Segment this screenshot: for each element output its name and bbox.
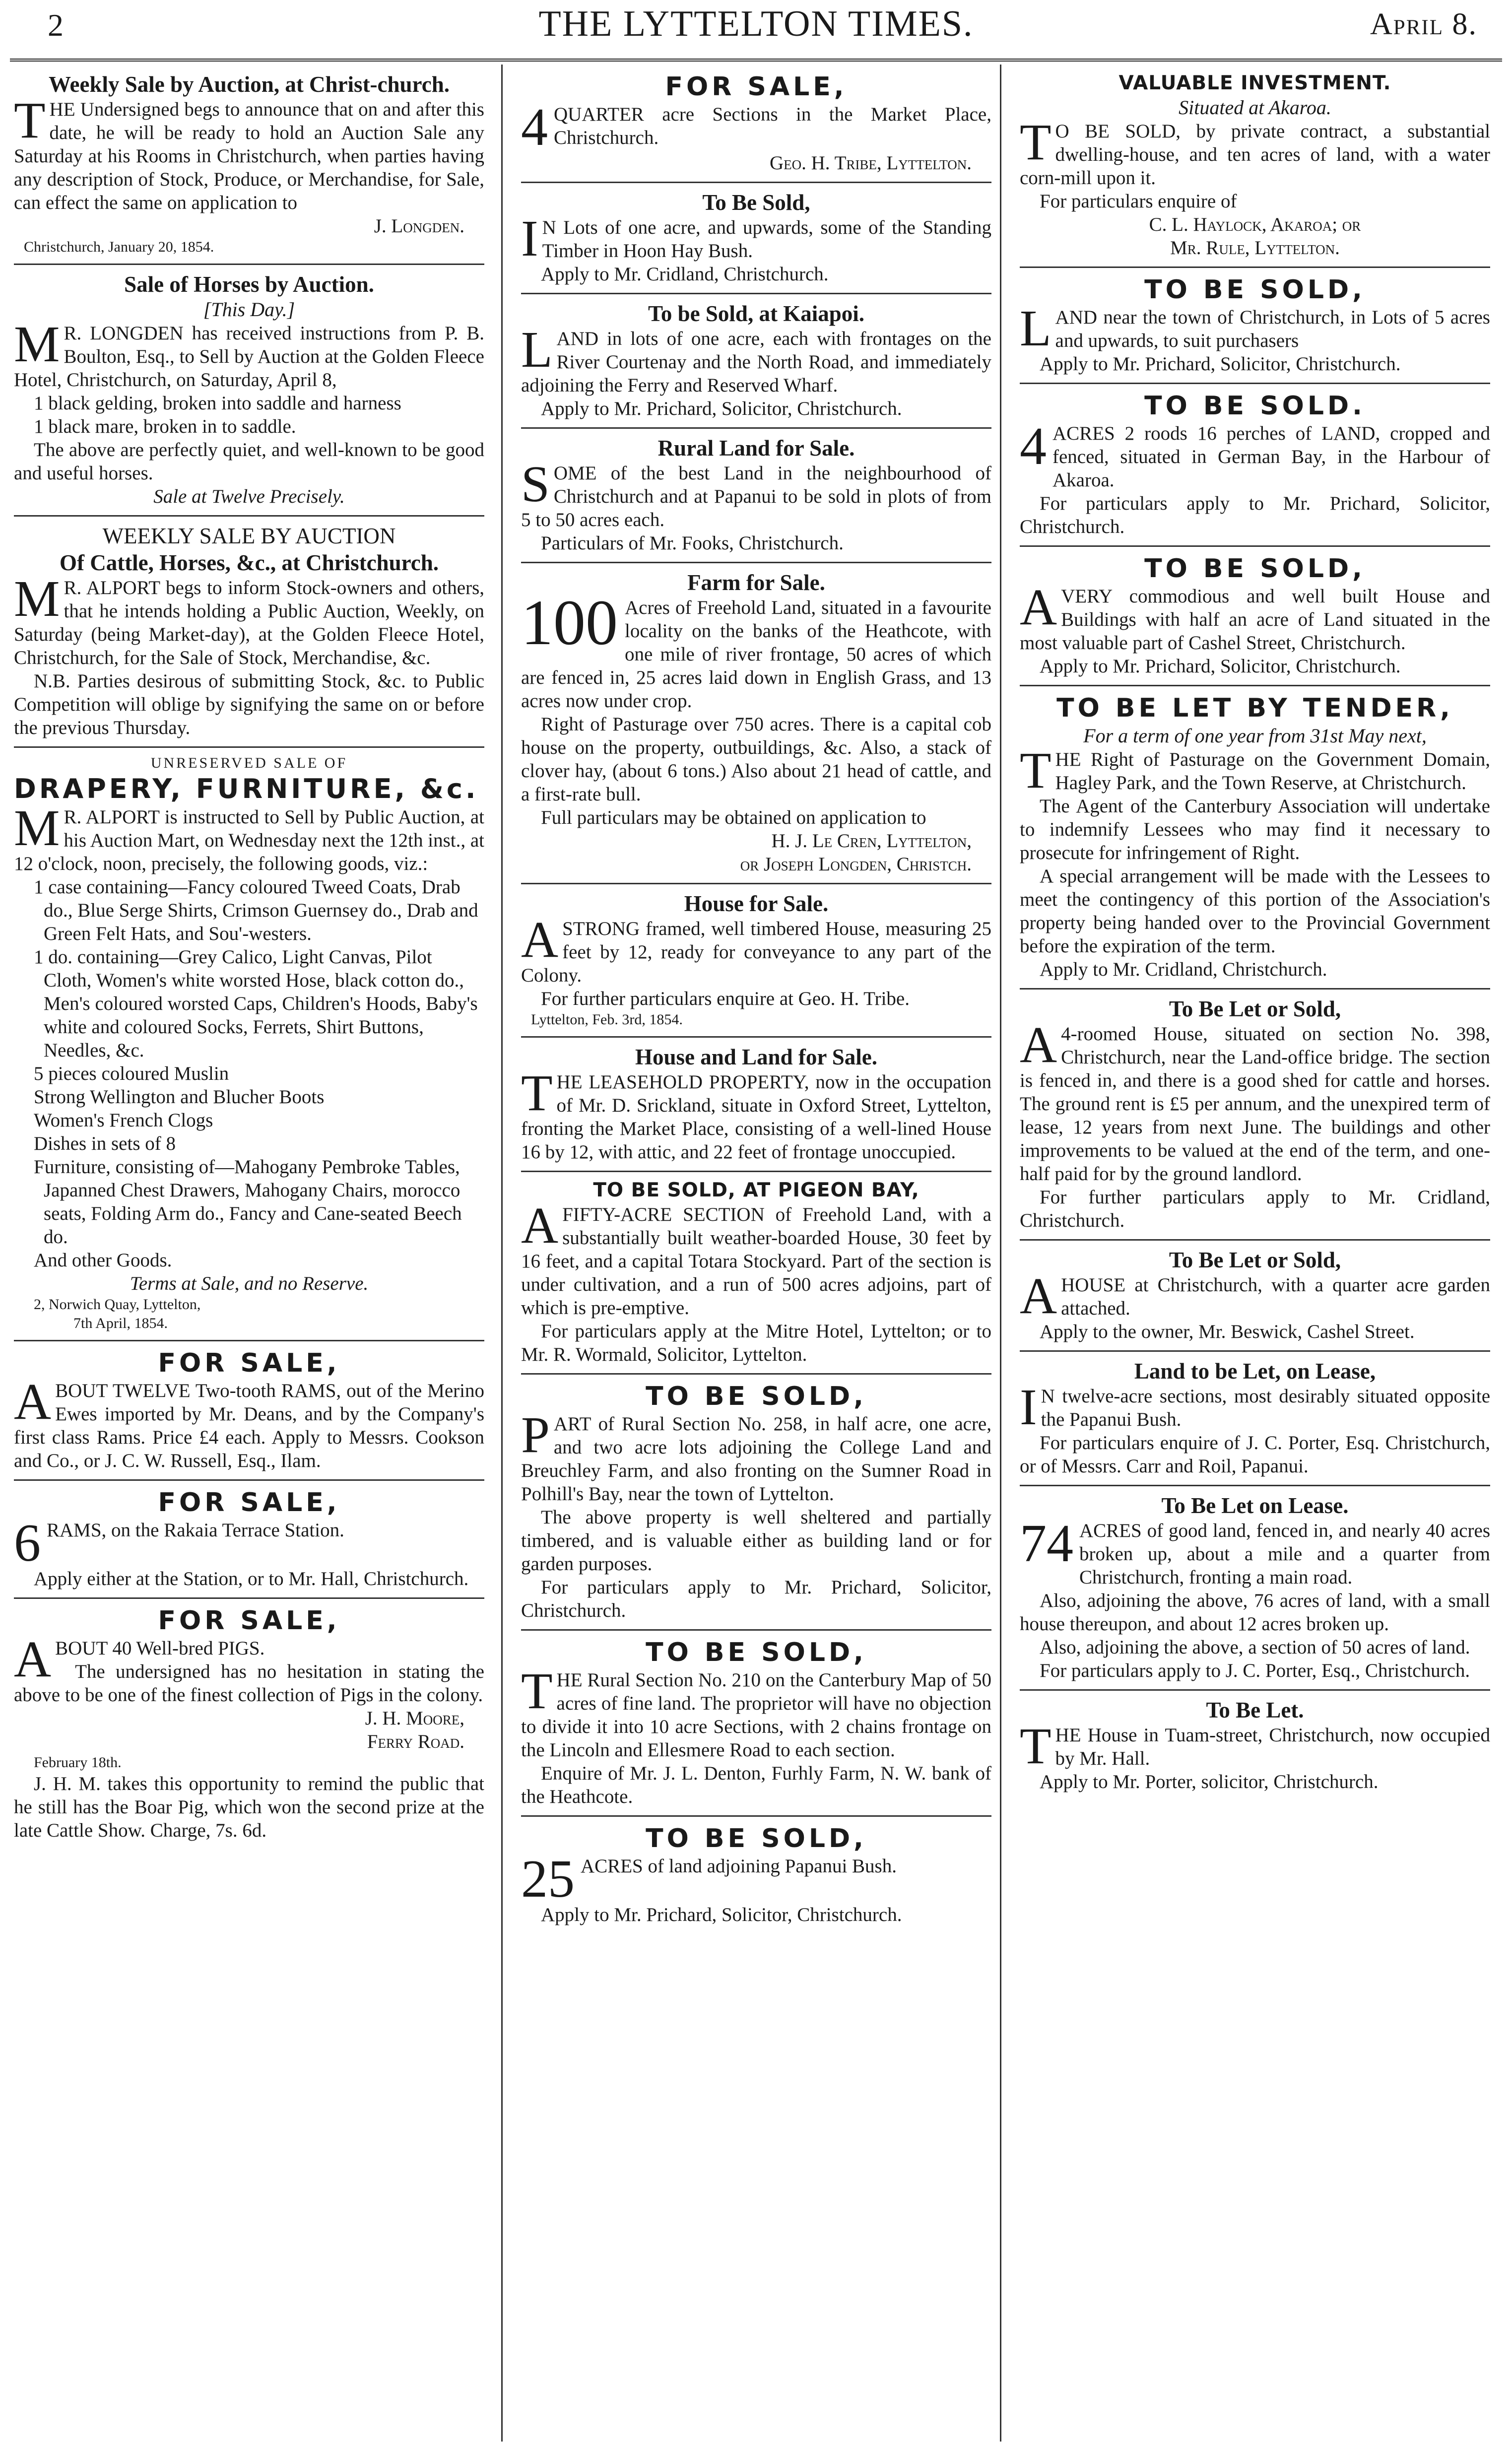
ad-body: MR. ALPORT begs to inform Stock-owners and others, that he intends holding a Public Auction, Weekly, on Saturday (being Market-day), at the Golden Fleece Hotel, Christchurch, for the Sale of Stock, Merchandise, &c. xyxy=(14,570,484,668)
ad-divider xyxy=(14,746,484,748)
ad-apply: For particulars apply to J. C. Porter, Esq., Christchurch. xyxy=(1040,1660,1470,1681)
ad-cashel-street xyxy=(1020,549,1490,683)
ad-body: AHOUSE at Christchurch, with a quarter acre garden attached. xyxy=(1020,1267,1490,1324)
ad-body-continued: A special arrangement will be made with the Lessees to meet the contingency of this portion of the Association's property being handed over to the Provincial Government before the expiration of the term. xyxy=(1020,865,1490,957)
ad-dateline: February 18th. xyxy=(34,1754,122,1771)
ad-divider xyxy=(521,1373,991,1375)
column-2 xyxy=(521,67,991,2439)
ad-body: THE Right of Pasturage on the Government Domain, Hagley Park, and the Town Reserve, at Christchurch. xyxy=(1020,742,1490,799)
ad-drop-number: 25 xyxy=(521,1850,575,1909)
ad-terms: Terms at Sale, and no Reserve. xyxy=(130,1273,369,1294)
ad-near-town xyxy=(1020,270,1490,381)
ad-divider xyxy=(521,1815,991,1817)
ad-body-continued: The undersigned has no hesitation in stating the above to be one of the finest collection of Pigs in the colony. xyxy=(14,1661,484,1706)
ad-body: PART of Rural Section No. 258, in half acre, one acre, and two acre lots adjoining the College Land and Breuchley Farm, and also fronting on the Sumner Road in Polhill's Bay, near the town of Lyttelton. xyxy=(521,1406,991,1505)
ad-apply: For further particulars enquire at Geo. H. Tribe. xyxy=(541,988,910,1009)
ad-note: J. H. M. takes this opportunity to remind the public that he still has the Boar Pig, which won the second prize at the late Cattle Show. Charge, 7s. 6d. xyxy=(14,1773,484,1841)
ad-body-continued: Right of Pasturage over 750 acres. There is a capital cob house on the property, outbuildings, &c. Also, a stack of clover hay, (about 6 tons.) Also about 21 head of cattle, and a first-rate bull. xyxy=(521,714,991,805)
ad-dateline: Lyttelton, Feb. 3rd, 1854. xyxy=(531,1011,683,1028)
ad-drop-number: 100 xyxy=(521,587,618,659)
ad-heading: TO BE SOLD. xyxy=(1144,391,1366,421)
list-item: 1 black mare, broken in to saddle. xyxy=(34,416,296,437)
column-1 xyxy=(14,67,484,2439)
ad-apply: For particulars enquire of J. C. Porter, Esq. Christchurch, or of Messrs. Carr and Roil, Papanui. xyxy=(1020,1432,1490,1477)
ad-closing: Sale at Twelve Precisely. xyxy=(153,486,345,507)
ad-rams-twelve xyxy=(14,1343,484,1477)
ad-body: ASTRONG framed, well timbered House, measuring 25 feet by 12, ready for conveyance to any part of the Colony. xyxy=(521,911,991,986)
ad-divider xyxy=(1020,1485,1490,1486)
ad-divider xyxy=(521,182,991,183)
ad-heading: WEEKLY SALE BY AUCTION xyxy=(102,524,396,548)
ad-kaiapoi xyxy=(521,296,991,425)
ad-body: ACRES of land adjoining Papanui Bush. xyxy=(581,1855,897,1877)
list-item: Women's French Clogs xyxy=(34,1110,213,1131)
ad-body: LAND near the town of Christchurch, in Lots of 5 acres and upwards, to suit purchasers xyxy=(1020,300,1490,357)
ad-apply: For particulars apply at the Mitre Hotel, Lyttelton; or to Mr. R. Wormald, Solicitor, Lyttelton. xyxy=(521,1321,991,1365)
ad-note: The above are perfectly quiet, and well-known to be good and useful horses. xyxy=(14,439,484,484)
ad-apply: Apply to Mr. Prichard, Solicitor, Christchurch. xyxy=(1040,656,1401,677)
ad-akaroa-investment xyxy=(1020,67,1490,265)
ad-heading: DRAPERY, FURNITURE, &c. xyxy=(14,773,479,804)
ad-pigeon-bay xyxy=(521,1174,991,1371)
ad-alport-weekly xyxy=(14,519,484,744)
ad-heading: To Be Sold, xyxy=(702,190,810,215)
ad-heading: FOR SALE, xyxy=(158,1348,340,1378)
ad-divider xyxy=(1020,988,1490,990)
ad-body: ABOUT TWELVE Two-tooth RAMS, out of the Merino Ewes imported by Mr. Deans, and by the Company's first class Rams. Price £4 each. Apply to Messrs. Cookson and Co., or J. C. W. Russell, Esq., Ilam. xyxy=(14,1373,484,1471)
ad-heading: TO BE SOLD, xyxy=(1144,275,1366,305)
ad-apply: For further particulars apply to Mr. Cridland, Christchurch. xyxy=(1020,1187,1490,1231)
ad-signature: H. J. Le Cren, Lyttelton, xyxy=(771,830,972,852)
list-item: 1 case containing—Fancy coloured Tweed Coats, Drab do., Blue Serge Shirts, Crimson Guernsey do., Drab and Green Felt Hats, and Sou'-westers. xyxy=(34,876,478,944)
ad-rams-six xyxy=(14,1483,484,1595)
ad-body: ABOUT 40 Well-bred PIGS. xyxy=(14,1631,265,1688)
ad-lease-sections xyxy=(1020,1354,1490,1483)
ad-rural-210 xyxy=(521,1633,991,1813)
ad-signature: or Joseph Longden, Christch. xyxy=(740,854,972,875)
ad-divider xyxy=(1020,1350,1490,1352)
ad-body: Acres of Freehold Land, situated in a favourite locality on the banks of the Heathcote, with one mile of river frontage, 50 acres of which are fenced in, 25 acres laid down in English Grass, and 13 acres now under crop. xyxy=(521,597,991,712)
ad-divider xyxy=(521,562,991,563)
ad-signature: J. Longden. xyxy=(374,215,464,237)
ad-subheading: [This Day.] xyxy=(203,298,295,321)
ad-rural-land xyxy=(521,431,991,560)
ad-divider xyxy=(1020,545,1490,547)
ad-apply: Apply to the owner, Mr. Beswick, Cashel Street. xyxy=(1040,1321,1415,1342)
ad-lease-74-acres xyxy=(1020,1488,1490,1687)
ad-divider xyxy=(521,1629,991,1631)
ad-body: A4-roomed House, situated on section No. 398, Christchurch, near the Land-office bridge. The section is fenced in, and there is a good shed for cattle and horses. The ground rent is £5 per annum, and the unexpired term of lease, 12 years from next June. The buildings and other improvements to be valued at the end of the term, and one-half paid for by the ground landlord. xyxy=(1020,1016,1490,1185)
ad-body: THE Undersigned begs to announce that on and after this date, he will be ready to hold an Auction Sale any Saturday at his Rooms in Christchurch, when parties having any description of Stock, Produce, or Merchandise, for Sale, can effect the same on application to xyxy=(14,92,484,213)
ad-divider xyxy=(521,427,991,429)
ad-divider xyxy=(1020,1239,1490,1241)
ad-german-bay xyxy=(1020,386,1490,543)
ad-divider xyxy=(1020,685,1490,686)
ad-divider xyxy=(521,293,991,294)
ad-apply: Apply to Mr. Cridland, Christchurch. xyxy=(541,264,829,285)
masthead-rule xyxy=(10,59,1502,62)
ad-heading: TO BE SOLD, AT PIGEON BAY, xyxy=(593,1179,920,1201)
ad-body: SOME of the best Land in the neighbourhood of Christchurch and at Papanui to be sold in plots of from 5 to 50 acres each. xyxy=(521,456,991,530)
ad-heading: To be Sold, at Kaiapoi. xyxy=(648,301,864,326)
ad-timber xyxy=(521,185,991,291)
ad-apply: For particulars apply to Mr. Prichard, Solicitor, Christchurch. xyxy=(1020,493,1490,537)
ad-dateline: Christchurch, January 20, 1854. xyxy=(24,239,214,255)
ad-heading: TO BE SOLD, xyxy=(1144,554,1366,584)
ad-subheading: Situated at Akaroa. xyxy=(1179,96,1331,119)
ad-divider xyxy=(521,883,991,884)
ad-apply: Apply to Mr. Prichard, Solicitor, Christchurch. xyxy=(541,1904,902,1925)
ad-body-continued: The Agent of the Canterbury Association will undertake to indemnify Lessees who may find it necessary to prosecute for infringement of Right. xyxy=(1020,795,1490,863)
ad-heading: TO BE SOLD, xyxy=(646,1382,867,1411)
newspaper-title: THE LYTTELTON TIMES. xyxy=(538,3,974,44)
list-item: Dishes in sets of 8 xyxy=(34,1133,176,1154)
ad-heading: To Be Let or Sold, xyxy=(1169,1248,1341,1272)
ad-section-398 xyxy=(1020,992,1490,1237)
ad-drop-number: 4 xyxy=(1020,417,1047,476)
ad-drop-number: 4 xyxy=(521,98,548,157)
ad-heading: Sale of Horses by Auction. xyxy=(124,272,374,297)
ad-quarter-acre xyxy=(521,67,991,180)
ad-body: THE House in Tuam-street, Christchurch, now occupied by Mr. Hall. xyxy=(1020,1718,1490,1775)
ad-heading: Weekly Sale by Auction, at Christ-church. xyxy=(49,72,450,97)
ad-body: ACRES 2 roods 16 perches of LAND, cropped and fenced, situated in German Bay, in the Harbour of Akaroa. xyxy=(1052,423,1490,491)
ad-heading: FOR SALE, xyxy=(665,72,848,102)
ad-body-continued: Also, adjoining the above, a section of 50 acres of land. xyxy=(1040,1637,1470,1658)
page-number: 2 xyxy=(48,7,64,43)
list-item: Furniture, consisting of—Mahogany Pembroke Tables, Japanned Chest Drawers, Mahogany Chairs, morocco seats, Folding Arm do., Fancy and Cane-seated Beech do. xyxy=(34,1156,462,1248)
ad-signature: Geo. H. Tribe, Lyttelton. xyxy=(769,152,972,174)
ad-apply: Particulars of Mr. Fooks, Christchurch. xyxy=(541,532,844,554)
ad-heading: House and Land for Sale. xyxy=(635,1045,878,1069)
column-divider xyxy=(1000,65,1001,2442)
ad-heading: Land to be Let, on Lease, xyxy=(1134,1359,1376,1384)
ad-divider xyxy=(521,1171,991,1172)
ad-heading: FOR SALE, xyxy=(158,1488,340,1518)
ad-place: Ferry Road. xyxy=(367,1731,464,1752)
ad-address: 2, Norwich Quay, Lyttelton, xyxy=(34,1296,201,1313)
ad-papanui-bush xyxy=(521,1819,991,1931)
list-item: 1 do. containing—Grey Calico, Light Canvas, Pilot Cloth, Women's white worsted Hose, black cotton do., Men's coloured worsted Caps, Children's Hoods, Baby's white and coloured Socks, Ferrets, Shirt Buttons, Needles, &c. xyxy=(34,946,478,1061)
ad-body-continued: Also, adjoining the above, 76 acres of land, with a small house thereupon, and about 12 acres broken up. xyxy=(1020,1590,1490,1635)
ad-signature: J. H. Moore, xyxy=(365,1708,464,1729)
ad-weekly-sale xyxy=(14,67,484,262)
ad-body: AFIFTY-ACRE SECTION of Freehold Land, with a substantially built weather-boarded House, 30 feet by 16 feet, and a capital Totara Stockyard. Part of the section is under cultivation, and a run of 500 acres adjoins, part of which is pre-emptive. xyxy=(521,1197,991,1319)
ad-let-by-tender xyxy=(1020,688,1490,986)
ad-heading: TO BE SOLD, xyxy=(646,1824,867,1853)
ad-house xyxy=(521,886,991,1034)
ad-apply: Apply to Mr. Prichard, Solicitor, Christchurch. xyxy=(541,398,902,419)
ad-body: MR. ALPORT is instructed to Sell by Public Auction, at his Auction Mart, on Wednesday next the 12th inst., at 12 o'clock, noon, precisely, the following goods, viz.: xyxy=(14,799,484,874)
ad-apply: Enquire of Mr. J. L. Denton, Furhly Farm, N. W. bank of the Heathcote. xyxy=(521,1763,991,1807)
ad-body: ACRES of good land, fenced in, and nearly 40 acres broken up, about a mile and a quarter from Christchurch, fronting a main road. xyxy=(1079,1520,1490,1588)
ad-body: MR. LONGDEN has received instructions from P. B. Boulton, Esq., to Sell by Auction at the Golden Fleece Hotel, Christchurch, on Saturday, April 8, xyxy=(14,316,484,391)
ad-divider xyxy=(14,1479,484,1481)
ad-dateline: 7th April, 1854. xyxy=(73,1315,168,1331)
ad-body: IN twelve-acre sections, most desirably situated opposite the Papanui Bush. xyxy=(1020,1379,1490,1436)
ad-divider xyxy=(14,1597,484,1599)
list-item: 5 pieces coloured Muslin xyxy=(34,1063,229,1084)
ad-drapery xyxy=(14,750,484,1338)
ad-apply: Apply either at the Station, or to Mr. Hall, Christchurch. xyxy=(34,1568,469,1589)
list-item: And other Goods. xyxy=(34,1250,172,1271)
ad-horses xyxy=(14,267,484,513)
ad-body: AVERY commodious and well built House and Buildings with half an acre of Land situated in the most valuable part of Cashel Street, Christchurch. xyxy=(1020,579,1490,654)
ad-heading: To Be Let or Sold, xyxy=(1169,996,1341,1021)
ad-beswick-house xyxy=(1020,1243,1490,1348)
ad-leasehold xyxy=(521,1040,991,1169)
ad-signature: Mr. Rule, Lyttelton. xyxy=(1170,237,1340,259)
ad-heading: TO BE SOLD, xyxy=(646,1638,867,1667)
ad-apply: For particulars enquire of xyxy=(1040,191,1237,212)
ad-divider xyxy=(521,1036,991,1038)
ad-divider xyxy=(14,1340,484,1341)
ad-divider xyxy=(1020,1689,1490,1691)
ad-body: THE Rural Section No. 210 on the Canterbury Map of 50 acres of fine land. The proprietor will have no objection to divide it into 10 acre Sections, with 2 chains frontage on the Lincoln and Ellesmere Road to each section. xyxy=(521,1662,991,1761)
ad-apply: Apply to Mr. Porter, solicitor, Christchurch. xyxy=(1040,1771,1379,1792)
ad-body: LAND in lots of one acre, each with frontages on the River Courtenay and the North Road, and immediately adjoining the Ferry and Reserved Wharf. xyxy=(521,321,991,396)
ad-heading: Farm for Sale. xyxy=(687,570,825,595)
ad-subheading: For a term of one year from 31st May next, xyxy=(1083,725,1427,747)
ad-farm xyxy=(521,565,991,881)
ad-body: IN Lots of one acre, and upwards, some of the Standing Timber in Hoon Hay Bush. xyxy=(521,210,991,267)
masthead xyxy=(0,0,1512,60)
ad-heading: Rural Land for Sale. xyxy=(657,436,855,461)
ad-heading: To Be Let. xyxy=(1206,1698,1304,1722)
ad-rural-258 xyxy=(521,1377,991,1627)
ad-body: RAMS, on the Rakaia Terrace Station. xyxy=(47,1520,344,1541)
ad-divider xyxy=(1020,266,1490,268)
ad-heading: House for Sale. xyxy=(684,891,829,916)
ad-pigs xyxy=(14,1601,484,1847)
ad-tuam-street xyxy=(1020,1693,1490,1798)
ad-subheading: Of Cattle, Horses, &c., at Christchurch. xyxy=(59,550,439,575)
ad-apply: Apply to Mr. Cridland, Christchurch. xyxy=(1040,959,1327,980)
ad-note: N.B. Parties desirous of submitting Stock, &c. to Public Competition will oblige by signifying the same on or before the previous Thursday. xyxy=(14,670,484,738)
ad-body: THE LEASEHOLD PROPERTY, now in the occupation of Mr. D. Srickland, situate in Oxford Street, Lyttelton, fronting the Market Place, consisting of a well-lined House 16 by 12, with attic, and 22 feet of frontage unoccupied. xyxy=(521,1064,991,1163)
list-item: 1 black gelding, broken into saddle and harness xyxy=(34,393,401,414)
ad-signature: C. L. Haylock, Akaroa; or xyxy=(1149,214,1361,235)
column-divider xyxy=(501,65,503,2442)
ad-divider xyxy=(14,515,484,517)
ad-heading: FOR SALE, xyxy=(158,1606,340,1636)
column-3 xyxy=(1020,67,1490,2439)
ad-drop-number: 6 xyxy=(14,1514,41,1573)
ad-heading: VALUABLE INVESTMENT. xyxy=(1118,72,1391,94)
ad-heading: TO BE LET BY TENDER, xyxy=(1056,693,1453,723)
ad-heading: To Be Let on Lease. xyxy=(1161,1493,1349,1518)
issue-date: April 8. xyxy=(1370,7,1477,41)
ad-body: TO BE SOLD, by private contract, a substantial dwelling-house, and ten acres of land, with a water corn-mill upon it. xyxy=(1020,114,1490,189)
ad-divider xyxy=(14,264,484,265)
ad-body: QUARTER acre Sections in the Market Place, Christchurch. xyxy=(554,104,991,148)
ad-apply: For particulars apply to Mr. Prichard, Solicitor, Christchurch. xyxy=(521,1577,991,1621)
ad-drop-number: 74 xyxy=(1020,1514,1073,1573)
ad-body-continued: The above property is well sheltered and partially timbered, and is valuable either as building land or for garden purposes. xyxy=(521,1507,991,1575)
list-item: Strong Wellington and Blucher Boots xyxy=(34,1086,325,1108)
ad-kicker: UNRESERVED SALE OF xyxy=(150,755,348,771)
ad-apply: Apply to Mr. Prichard, Solicitor, Christchurch. xyxy=(1040,353,1401,375)
ad-body-continued: Full particulars may be obtained on application to xyxy=(541,807,926,828)
ad-divider xyxy=(1020,383,1490,384)
